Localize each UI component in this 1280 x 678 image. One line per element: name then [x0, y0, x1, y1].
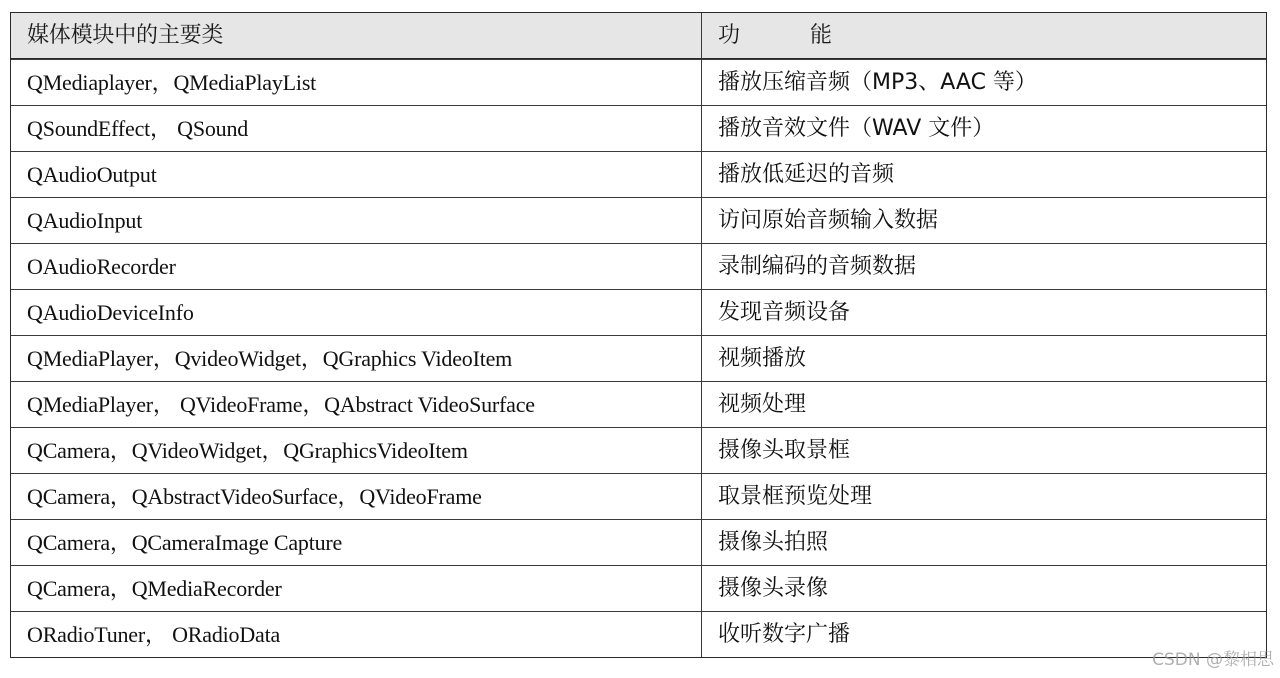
table-row	[11, 151, 1266, 197]
class-cell: QMediaPlayer，QvideoWidget，QGraphics VideoItem	[11, 336, 702, 381]
table-row	[11, 59, 1266, 105]
table-row	[11, 197, 1266, 243]
media-classes-table	[10, 12, 1267, 658]
function-cell: 摄像头取景框	[718, 437, 851, 463]
class-cell: QCamera，QAbstractVideoSurface，QVideoFrame	[11, 474, 702, 519]
function-cell: 发现音频设备	[718, 299, 851, 325]
function-cell: 播放低延迟的音频	[718, 161, 895, 187]
class-cell: QCamera，QMediaRecorder	[11, 566, 702, 611]
header-class-column: 媒体模块中的主要类	[11, 13, 702, 58]
class-cell: QMediaplayer，QMediaPlayList	[11, 60, 702, 105]
function-cell: 播放音效文件（WAV 文件）	[718, 115, 995, 141]
class-cell: QMediaPlayer， QVideoFrame，QAbstract VideoSurface	[11, 382, 702, 427]
function-cell: 摄像头拍照	[718, 529, 829, 555]
function-cell: 录制编码的音频数据	[718, 253, 917, 279]
table-row	[11, 381, 1266, 427]
table-row	[11, 335, 1266, 381]
class-cell: QCamera，QVideoWidget，QGraphicsVideoItem	[11, 428, 702, 473]
table-row	[11, 519, 1266, 565]
class-cell: QCamera，QCameraImage Capture	[11, 520, 702, 565]
table-row	[11, 289, 1266, 335]
table-row	[11, 565, 1266, 611]
table-row	[11, 473, 1266, 519]
table-row	[11, 611, 1266, 657]
function-cell: 访问原始音频输入数据	[718, 207, 939, 233]
header-function-column: 功 能	[718, 22, 857, 48]
class-cell: QSoundEffect， QSound	[11, 106, 702, 151]
csdn-watermark: CSDN @黎相思	[1152, 650, 1274, 670]
class-cell: QAudioOutput	[11, 152, 702, 197]
table-row	[11, 243, 1266, 289]
class-cell: ORadioTuner， ORadioData	[11, 612, 702, 657]
table-header-row	[11, 13, 1266, 59]
class-cell: OAudioRecorder	[11, 244, 702, 289]
class-cell: QAudioDeviceInfo	[11, 290, 702, 335]
class-cell: QAudioInput	[11, 198, 702, 243]
function-cell: 播放压缩音频（MP3、AAC 等）	[718, 69, 1037, 95]
function-cell: 视频播放	[718, 345, 807, 371]
function-cell: 摄像头录像	[718, 575, 829, 601]
table-row	[11, 105, 1266, 151]
table-row	[11, 427, 1266, 473]
function-cell: 取景框预览处理	[718, 483, 873, 509]
function-cell: 视频处理	[718, 391, 807, 417]
function-cell: 收听数字广播	[718, 621, 851, 647]
